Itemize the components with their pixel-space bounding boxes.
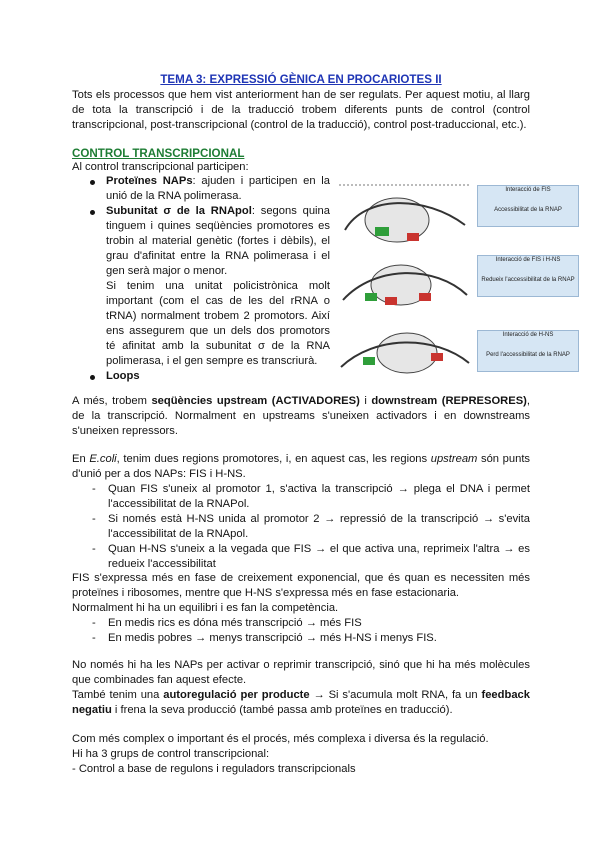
bullet-dot [90,180,95,185]
autoreg-part3: i frena la seva producció (també passa amb proteïnes en traducció). [111,704,453,716]
dna-loop-illustration [335,175,475,390]
section-intro: Al control transcripcional participen: [72,161,249,173]
box2-line2: Redueix l'accessibilitat de la RNAP [481,277,575,283]
bullet-naps [90,174,330,204]
naps-text: : ajuden i participen en la unió de la RNA polimerasa. [106,175,330,202]
groups-first-item: - Control a base de regulons i reguladors transcripcionals [72,763,356,775]
upstream-term-activators: seqüències upstream (ACTIVADORES) [151,395,360,407]
sigma-extra: Si tenim una unitat policistrònica molt important (com el cas de les del rRNA o tRNA) normalment trobem 2 promotors. Així ens assegurem que un dels dos promotors té afinitat amb la subunitat σ de la RNA polimerasa, i el gen sempre es transcriurà. [106,280,330,367]
label-box-fis [477,185,579,227]
naps-term: Proteïnes NAPs [106,175,193,187]
ecoli-species: E.coli [89,453,117,465]
upstream-paragraph [72,394,530,439]
upstream-part1: A més, trobem [72,395,152,407]
upstream-part3: , de la transcripció. Normalment en upstreams s'uneixen activadors i en downstreams s'uneixen repressors. [72,395,531,437]
panel-fis-activation [339,185,470,242]
dash-list-promoters [92,482,530,572]
box3-line1: Interacció de H-NS [502,332,554,338]
ecoli-part1: En [72,453,90,465]
box1-line2: Accessibilitat de la RNAP [494,207,562,213]
groups-intro: Hi ha 3 grups de control transcripcional: [72,748,270,760]
loops-term: Loops [106,370,140,382]
bullet-loops [90,369,330,384]
bullet-dot [90,375,95,380]
ecoli-paragraph [72,452,530,482]
equilibrium-paragraph: Normalment hi ha un equilibri i es fan la competència. [72,602,339,614]
intro-paragraph: Tots els processos que hem vist anteriorment han de ser regulats. Per aquest motiu, al llarg de tota la transcripció i de la traducció trobem diferents punts de control (control transcripcional, post-transcripcional (control de la traducció), control post-traduccional, etc.). [72,89,530,131]
document-title: TEMA 3: EXPRESSIÓ GÈNICA EN PROCARIOTES II [160,73,442,86]
autoreg-term: autoregulació per producte [163,689,310,701]
panel-hns-repression [341,333,469,373]
naps-more-paragraph: No només hi ha les NAPs per activar o reprimir transcripció, sinó que hi ha més molècules que combinades fan aquest efecte. [72,659,530,686]
upstream-term-repressors: downstream (REPRESORES) [371,395,527,407]
ecoli-part2: , tenim dues regions promotores, i, en aquest cas, les regions [116,453,431,465]
section-heading: CONTROL TRANSCRIPCIONAL [72,147,245,160]
label-box-fis-hns [477,255,579,297]
autoreg-part2: → Si s'acumula molt RNA, fa un [309,689,482,701]
dash-list-media [92,616,530,646]
sigma-term: Subunitat σ de la RNApol [106,205,252,217]
sigma-text: : segons quina tinguem i quines seqüències promotores es trobin al material genètic (fortes i dèbils), el grau d'afinitat entre la RNA polimerasa i el gen serà major o menor. [106,205,330,277]
bullet-sigma [90,204,330,369]
list-item: - En medis pobres → menys transcripció → més H-NS i menys FIS. [92,631,530,646]
label-box-hns [477,330,579,372]
list-item: - Quan FIS s'uneix al promotor 1, s'activa la transcripció → plega el DNA i permet l'accessibilitat de la RNAPol. [92,482,530,512]
box1-line1: Interacció de FIS [505,187,551,193]
panel-fis-hns [343,265,467,305]
bullet-list [90,174,330,384]
list-item: - Si només està H-NS unida al promotor 2 → repressió de la transcripció → s'evita l'accessibilitat de la RNApol. [92,512,530,542]
ecoli-upstream: upstream [430,453,478,465]
list-item: - Quan H-NS s'uneix a la vegada que FIS → el que activa una, reprimeix l'altra → es redueix l'accessibilitat [92,542,530,572]
feedback-term: feedback negatiu [72,689,530,716]
promoter-regulation-figure [335,175,595,390]
box2-line1: Interacció de FIS i H-NS [495,257,561,263]
list-item: - En medis rics es dóna més transcripció → més FIS [92,616,530,631]
complexity-paragraph: Com més complex o important és el procés, més complexa i diversa és la regulació. [72,733,489,745]
ecoli-part3: són punts d'unió per a dos NAPs: FIS i H-NS. [72,453,531,480]
box3-line2: Perd l'accessibilitat de la RNAP [486,352,570,358]
bullet-dot [90,210,95,215]
fis-paragraph: FIS s'expressa més en fase de creixement exponencial, que és quan es necessiten més proteïnes i ribosomes, mentre que H-NS s'expressa més en fase estacionaria. [72,572,530,599]
autoregulation-paragraph [72,688,530,718]
upstream-part2: i [359,395,372,407]
autoreg-part1: També tenim una [72,689,164,701]
